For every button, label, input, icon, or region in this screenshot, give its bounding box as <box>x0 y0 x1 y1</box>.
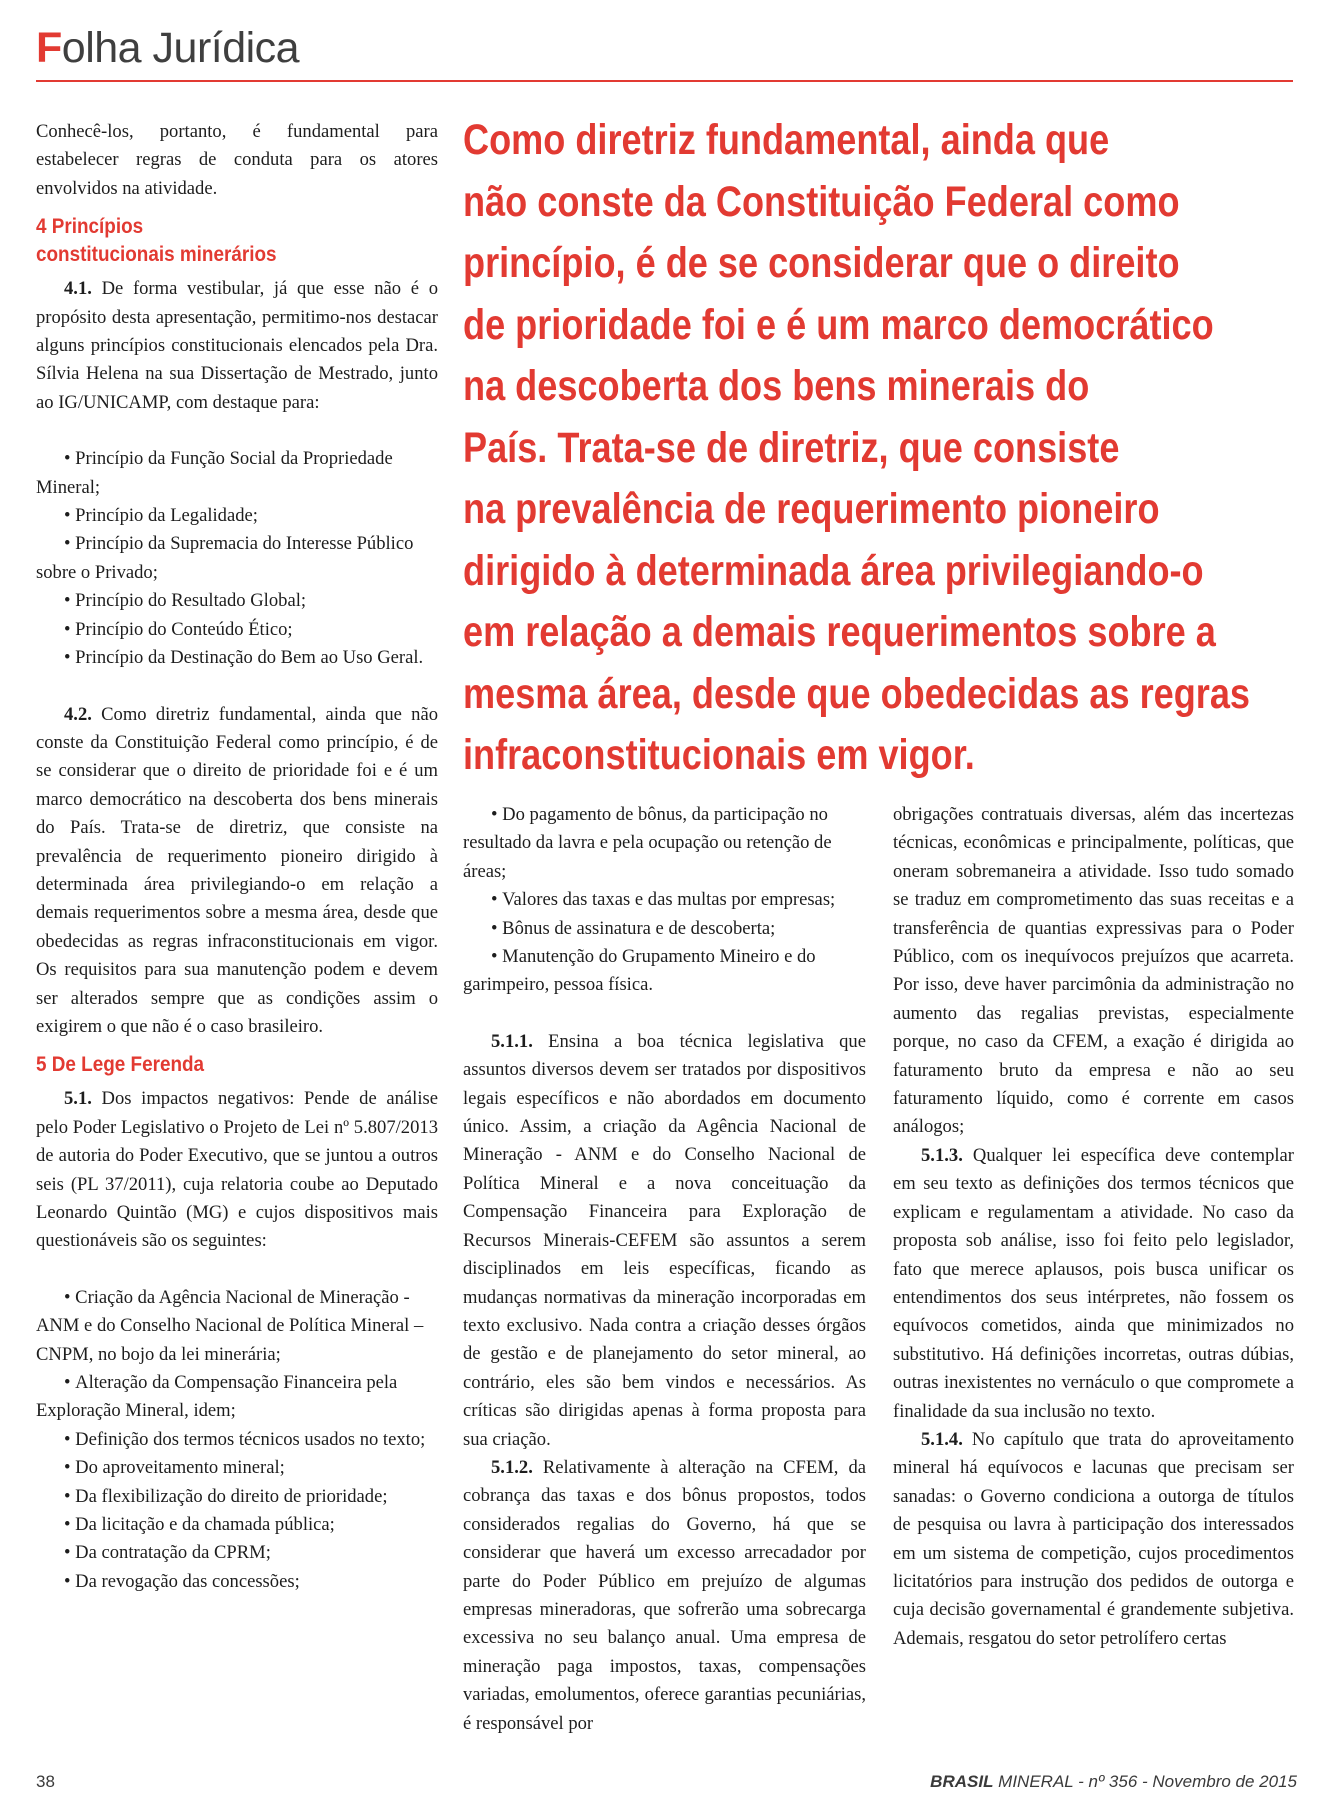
magazine-issue <box>930 1772 1297 1792</box>
issues-list <box>36 1284 438 1596</box>
paragraph-number: 5.1.1. <box>491 1030 533 1052</box>
paragraph-text: Como diretriz fundamental, ainda que não conste da Constituição Federal como princípio, é de se considerar que o direito de prioridade foi e é um marco democrático na descoberta dos bens minerais do País. Trata-se de diretriz, que consiste na prevalência de requerimento pioneiro dirigido à determinada área privilegiando-o em relação a demais requerimentos sobre a mesma área, desde que obedecidas as regras infraconstitucionais em vigor. Os requisitos para sua manutenção podem e devem ser alterados sempre que as condições assim o exigirem o que não é o caso brasileiro. <box>36 703 438 1037</box>
section-title <box>36 22 299 74</box>
pull-quote-line: na descoberta dos bens minerais do <box>463 362 1090 410</box>
paragraph-number: 5.1.3. <box>921 1144 963 1166</box>
pull-quote-line: não conste da Constituição Federal como <box>463 177 1180 226</box>
paragraph-5-1-2-continued: obrigações contratuais diversas, além das incertezas técnicas, econômicas e principalmente, políticas, que oneram sobremaneira a atividade. Isso tudo somado se traduz em comprometimento das suas receitas e a transferência de quantias expressivas para o Poder Público, com os inequívocos prejuízos que acarreta. Por isso, deve haver parcimônia da administração no aumento das regalias previstas, especialmente porque, no caso da CFEM, a exação é dirigida ao faturamento bruto da empresa e não ao seu faturamento líquido, como é corrente em casos análogos; <box>893 804 1294 1138</box>
pull-quote-line: infraconstitucionais em vigor. <box>463 731 975 779</box>
list-item: • Definição dos termos técnicos usados no texto; <box>36 1426 438 1454</box>
list-item: • Do pagamento de bônus, da participação no resultado da lavra e pela ocupação ou retenção de áreas; <box>463 801 866 886</box>
section-4-heading <box>36 213 398 269</box>
pull-quote <box>463 110 1303 787</box>
pull-quote-line: de prioridade foi e é um marco democrático <box>463 300 1214 349</box>
list-item: • Da contratação da CPRM; <box>36 1539 438 1567</box>
pull-quote-line: em relação a demais requerimentos sobre a <box>463 608 1216 656</box>
list-item: • Alteração da Compensação Financeira pela Exploração Mineral, idem; <box>36 1369 438 1426</box>
list-item: • Princípio da Legalidade; <box>36 502 438 530</box>
paragraph-number: 5.1.2. <box>491 1456 533 1478</box>
list-item: • Da licitação e da chamada pública; <box>36 1511 438 1539</box>
column-right <box>893 801 1294 1653</box>
paragraph-number: 5.1.4. <box>921 1428 963 1450</box>
paragraph-number: 4.1. <box>64 278 92 300</box>
paragraph-5-1-1 <box>463 1028 866 1454</box>
paragraph-4-2 <box>36 701 438 1042</box>
paragraph-5-1 <box>36 1085 438 1255</box>
section-4-heading-line1: 4 Princípios <box>36 215 144 239</box>
paragraph-4-1 <box>36 275 438 417</box>
list-item: • Princípio do Resultado Global; <box>36 587 438 615</box>
pull-quote-line: princípio, é de se considerar que o direito <box>463 239 1180 287</box>
list-item: • Princípio da Destinação do Bem ao Uso Geral. <box>36 644 438 672</box>
paragraph-text: Ensina a boa técnica legislativa que assuntos diversos devem ser tratados por dispositivos legais específicos e não abordados em documento único. Assim, a criação da Agência Nacional de Mineração - ANM e do Conselho Nacional de Política Mineral e a nova conceituação da Compensação Financeira para Exploração de Recursos Minerais-CEFEM são assuntos a serem disciplinados em leis específicas, ficando as mudanças normativas da mineração incorporadas em texto exclusivo. Nada contra a criação desses órgãos de gestão e de planejamento do setor mineral, ao contrário, eles são bem vindos e necessários. As críticas são dirigidas apenas à forma proposta para sua criação. <box>463 1030 866 1450</box>
page-number: 38 <box>36 1772 55 1791</box>
paragraph-5-1-3 <box>893 1142 1294 1426</box>
paragraph-text: Dos impactos negativos: Pende de análise pelo Poder Legislativo o Projeto de Lei nº 5.807/2013 de autoria do Poder Executivo, que se juntou a outros seis (PL 37/2011), cuja relatoria coube ao Deputado Leonardo Quintão (MG) e cujos dispositivos mais questionáveis são os seguintes: <box>36 1088 438 1252</box>
paragraph-text: Relativamente à alteração na CFEM, da cobrança das taxas e dos bônus propostos, todos considerados regalias do Governo, há que se considerar que haverá um excesso arrecadador por parte do Poder Público em prejuízo de algumas empresas mineradoras, que sofrerão uma sobrecarga excessiva no seu balanço anual. Uma empresa de mineração paga impostos, taxas, compensações variadas, emolumentos, oferece garantias pecuniárias, é responsável por <box>463 1456 866 1734</box>
pull-quote-line: Como diretriz fundamental, ainda que <box>463 116 1110 164</box>
column-left <box>36 118 438 1596</box>
paragraph-5-1-4 <box>893 1426 1294 1653</box>
paragraph-5-1-2 <box>463 1454 866 1738</box>
magazine-issue-text: MINERAL - nº 356 - Novembro de 2015 <box>993 1772 1297 1791</box>
list-item: • Bônus de assinatura e de descoberta; <box>463 915 866 943</box>
pull-quote-line: mesma área, desde que obedecidas as regras <box>463 669 1251 718</box>
list-item: • Do aproveitamento mineral; <box>36 1454 438 1482</box>
section-title-rest: olha Jurídica <box>61 24 300 72</box>
list-item: • Princípio da Função Social da Propriedade Mineral; <box>36 445 438 502</box>
list-item: • Criação da Agência Nacional de Mineração - ANM e do Conselho Nacional de Política Mineral – CNPM, no bojo da lei minerária; <box>36 1284 438 1369</box>
list-item: • Princípio da Supremacia do Interesse Público sobre o Privado; <box>36 530 438 587</box>
section-4-heading-line2: constitucionais minerários <box>36 243 277 267</box>
list-item: • Da flexibilização do direito de prioridade; <box>36 1483 438 1511</box>
section-5-heading: 5 De Lege Ferenda <box>36 1053 205 1077</box>
paragraph-number: 4.2. <box>64 703 92 725</box>
list-item: • Valores das taxas e das multas por empresas; <box>463 886 866 914</box>
magazine-brand: BRASIL <box>930 1772 994 1791</box>
intro-paragraph: Conhecê-los, portanto, é fundamental para estabelecer regras de conduta para os atores envolvidos na atividade. <box>36 121 438 199</box>
list-item: • Da revogação das concessões; <box>36 1568 438 1596</box>
paragraph-text: Qualquer lei específica deve contemplar em seu texto as definições dos termos técnicos que explicam e regulamentam a atividade. No caso da proposta sob análise, isso foi feito pelo legislador, fato que merece aplausos, pois busca unificar os entendimentos dos seus intérpretes, não fossem os equívocos cometidos, ainda que minimizados no substitutivo. Há definições incorretas, outras dúbias, outras inexistentes no vernáculo o que compromete a finalidade da sua inclusão no texto. <box>893 1144 1294 1422</box>
list-item: • Princípio do Conteúdo Ético; <box>36 616 438 644</box>
principles-list <box>36 445 438 672</box>
pull-quote-line: País. Trata-se de diretriz, que consiste <box>463 423 1120 472</box>
fees-list <box>463 801 866 1000</box>
paragraph-text: De forma vestibular, já que esse não é o propósito desta apresentação, permitimo-nos destacar alguns princípios constitucionais elencados pela Dra. Sílvia Helena na sua Dissertação de Mestrado, junto ao IG/UNICAMP, com destaque para: <box>36 278 438 413</box>
list-item: • Manutenção do Grupamento Mineiro e do garimpeiro, pessoa física. <box>463 943 866 1000</box>
paragraph-text: No capítulo que trata do aproveitamento mineral há equívocos e lacunas que precisam ser sanadas: o Governo condiciona a outorga de títulos de pesquisa ou lavra à participação dos interessados em um sistema de competição, cujos procedimentos licitatórios para instrução dos pedidos de outorga e cuja decisão governamental é grandemente subjetiva. Ademais, resgatou do setor petrolífero certas <box>893 1428 1294 1649</box>
column-middle <box>463 801 866 1738</box>
section-title-initial: F <box>36 24 62 72</box>
pull-quote-line: dirigido à determinada área privilegiando-o <box>463 546 1204 595</box>
pull-quote-line: na prevalência de requerimento pioneiro <box>463 485 1160 533</box>
paragraph-number: 5.1. <box>64 1088 92 1110</box>
page-header <box>36 22 1293 82</box>
